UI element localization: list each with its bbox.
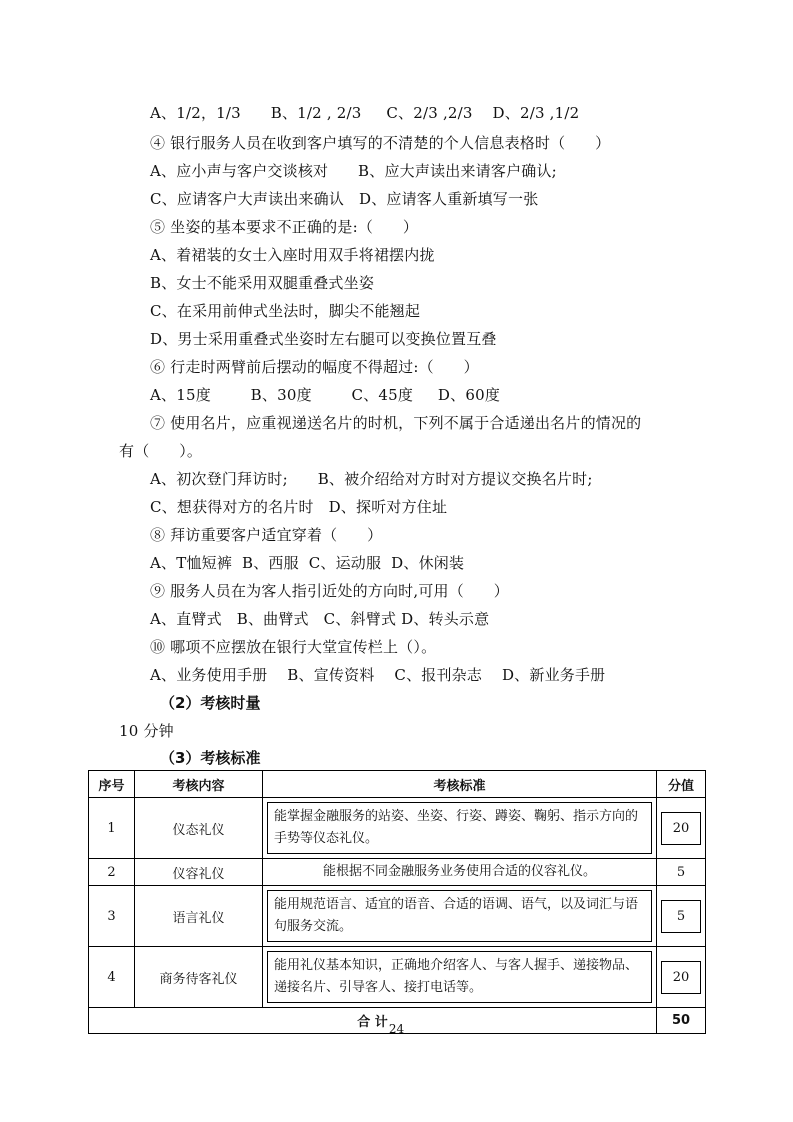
- q4-stem: ④ 银行服务人员在收到客户填写的不清楚的个人信息表格时（ ）: [150, 134, 611, 152]
- q4-options-cd: C、应请客户大声读出来确认 D、应请客人重新填写一张: [150, 190, 539, 208]
- q5-option-c: C、在采用前伸式坐法时，脚尖不能翘起: [150, 302, 421, 320]
- row-standard-cell: [263, 798, 657, 859]
- table-row: [89, 798, 706, 859]
- section-duration-value: 10 分钟: [119, 722, 174, 740]
- row-no: 2: [89, 859, 135, 886]
- row-score: 20: [661, 812, 701, 845]
- row-score: 20: [661, 961, 701, 994]
- q5-option-a: A、着裙装的女士入座时用双手将裙摆内拢: [150, 246, 435, 264]
- section-standard-heading: （3）考核标准: [160, 749, 261, 767]
- q9-stem: ⑨ 服务人员在为客人指引近处的方向时,可用（ ）: [150, 582, 509, 600]
- row-score-cell: [657, 886, 706, 947]
- q8-options: A、T恤短裤 B、西服 C、运动服 D、休闲装: [150, 554, 465, 572]
- row-no: 4: [89, 947, 135, 1008]
- q10-options: A、业务使用手册 B、宣传资料 C、报刊杂志 D、新业务手册: [150, 666, 606, 684]
- q4-options-ab: A、应小声与客户交谈核对 B、应大声读出来请客户确认;: [150, 162, 557, 180]
- row-standard: 能用礼仪基本知识，正确地介绍客人、与客人握手、递接物品、递接名片、引导客人、接打电话等。: [267, 951, 652, 1003]
- table-row: [89, 859, 706, 886]
- q8-stem: ⑧ 拜访重要客户适宜穿着（ ）: [150, 526, 383, 544]
- q7-options-cd: C、想获得对方的名片时 D、探听对方住址: [150, 498, 448, 516]
- q9-options: A、直臂式 B、曲臂式 C、斜臂式 D、转头示意: [150, 610, 490, 628]
- row-no: 1: [89, 798, 135, 859]
- row-standard-cell: [263, 886, 657, 947]
- q5-option-b: B、女士不能采用双腿重叠式坐姿: [150, 274, 375, 292]
- header-standard: 考核标准: [263, 771, 657, 798]
- total-value: 50: [657, 1008, 706, 1034]
- row-standard: 能根据不同金融服务业务使用合适的仪容礼仪。: [322, 864, 596, 879]
- q10-stem: ⑩ 哪项不应摆放在银行大堂宣传栏上（）。: [150, 638, 437, 656]
- q6-options: A、15度 B、30度 C、45度 D、60度: [150, 386, 501, 404]
- header-score: 分值: [657, 771, 706, 798]
- q5-option-d: D、男士采用重叠式坐姿时左右腿可以变换位置互叠: [150, 330, 497, 348]
- header-no: 序号: [89, 771, 135, 798]
- row-score: 5: [657, 859, 706, 886]
- q3-options: A、1/2，1/3 B、1/2 , 2/3 C、2/3 ,2/3 D、2/3 ,1/2: [150, 104, 580, 122]
- total-label: 合 计: [89, 1008, 657, 1034]
- page-number: 24: [388, 1022, 405, 1036]
- row-content: 仪容礼仪: [135, 859, 263, 886]
- table-row: [89, 886, 706, 947]
- row-standard-cell: [263, 859, 657, 886]
- header-content: 考核内容: [135, 771, 263, 798]
- row-standard-cell: [263, 947, 657, 1008]
- row-score-cell: [657, 947, 706, 1008]
- row-score-cell: [657, 798, 706, 859]
- row-standard: 能掌握金融服务的站姿、坐姿、行姿、蹲姿、鞠躬、指示方向的手势等仪态礼仪。: [267, 802, 652, 854]
- section-duration-heading: （2）考核时量: [160, 694, 261, 712]
- table-header-row: [89, 771, 706, 798]
- row-no: 3: [89, 886, 135, 947]
- assessment-table: [88, 770, 706, 1034]
- row-content: 仪态礼仪: [135, 798, 263, 859]
- q7-options-ab: A、初次登门拜访时; B、被介绍给对方时对方提议交换名片时;: [150, 470, 593, 488]
- q5-stem: ⑤ 坐姿的基本要求不正确的是:（ ）: [150, 218, 419, 236]
- row-standard: 能用规范语言、适宜的语音、合适的语调、语气，以及词汇与语句服务交流。: [267, 890, 652, 942]
- q7-stem: ⑦ 使用名片，应重视递送名片的时机，下列不属于合适递出名片的情况的: [150, 414, 642, 432]
- table-row: [89, 947, 706, 1008]
- row-content: 语言礼仪: [135, 886, 263, 947]
- row-score: 5: [661, 900, 701, 933]
- q6-stem: ⑥ 行走时两臂前后摆动的幅度不得超过:（ ）: [150, 358, 479, 376]
- q7-stem-continued: 有（ ）。: [119, 442, 203, 460]
- row-content: 商务待客礼仪: [135, 947, 263, 1008]
